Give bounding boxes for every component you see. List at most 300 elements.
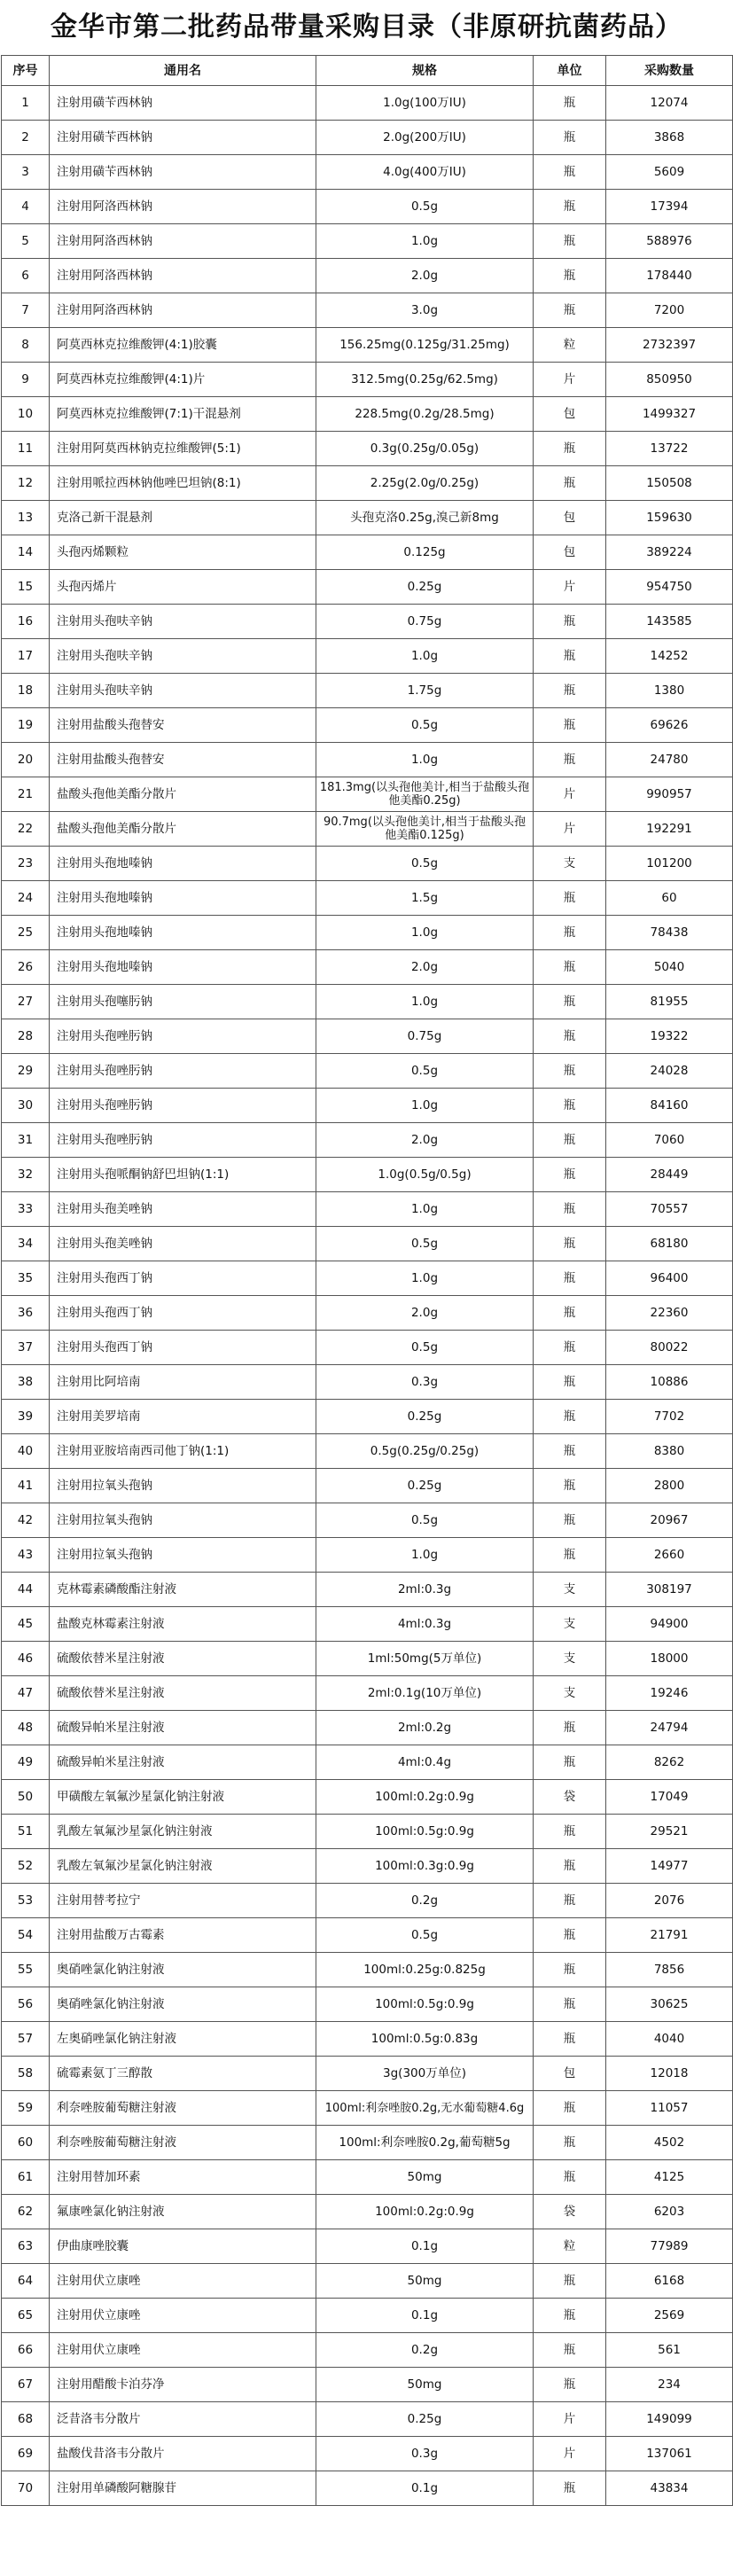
purchase-quantity: 19246	[606, 1676, 733, 1711]
generic-name: 注射用哌拉西林钠他唑巴坦钠(8:1)	[50, 466, 316, 501]
table-row	[2, 1918, 733, 1953]
unit: 瓶	[534, 1227, 606, 1261]
generic-name: 注射用头孢呋辛钠	[50, 639, 316, 674]
table-row	[2, 1123, 733, 1158]
row-index: 58	[2, 2057, 50, 2091]
specification: 50mg	[316, 2264, 534, 2299]
purchase-quantity: 990957	[606, 777, 733, 812]
unit: 片	[534, 812, 606, 847]
generic-name: 注射用头孢西丁钠	[50, 1331, 316, 1365]
unit: 袋	[534, 1780, 606, 1815]
unit: 瓶	[534, 2091, 606, 2126]
unit: 包	[534, 397, 606, 432]
purchase-quantity: 22360	[606, 1296, 733, 1331]
row-index: 69	[2, 2437, 50, 2471]
unit: 瓶	[534, 1054, 606, 1089]
row-index: 18	[2, 674, 50, 708]
table-row	[2, 1538, 733, 1573]
purchase-quantity: 24794	[606, 1711, 733, 1745]
unit: 瓶	[534, 950, 606, 985]
purchase-quantity: 6203	[606, 2195, 733, 2229]
purchase-quantity: 6168	[606, 2264, 733, 2299]
unit: 瓶	[534, 86, 606, 121]
unit: 瓶	[534, 916, 606, 950]
table-row	[2, 397, 733, 432]
purchase-quantity: 28449	[606, 1158, 733, 1192]
specification: 0.2g	[316, 1884, 534, 1918]
generic-name: 注射用头孢呋辛钠	[50, 605, 316, 639]
specification: 1ml:50mg(5万单位)	[316, 1642, 534, 1676]
specification: 90.7mg(以头孢他美计,相当于盐酸头孢他美酯0.125g)	[316, 812, 534, 847]
unit: 瓶	[534, 224, 606, 259]
table-row	[2, 466, 733, 501]
row-index: 63	[2, 2229, 50, 2264]
unit: 片	[534, 777, 606, 812]
unit: 支	[534, 1642, 606, 1676]
generic-name: 注射用美罗培南	[50, 1400, 316, 1434]
table-row	[2, 812, 733, 847]
row-index: 12	[2, 466, 50, 501]
specification: 0.5g	[316, 1054, 534, 1089]
table-row	[2, 847, 733, 881]
generic-name: 注射用比阿培南	[50, 1365, 316, 1400]
specification: 0.2g	[316, 2333, 534, 2368]
table-row	[2, 2437, 733, 2471]
row-index: 3	[2, 155, 50, 190]
specification: 0.5g	[316, 847, 534, 881]
specification: 1.0g	[316, 639, 534, 674]
table-row	[2, 328, 733, 363]
unit: 袋	[534, 2195, 606, 2229]
generic-name: 头孢丙烯片	[50, 570, 316, 605]
generic-name: 注射用盐酸万古霉素	[50, 1918, 316, 1953]
table-row	[2, 121, 733, 155]
generic-name: 注射用头孢美唑钠	[50, 1192, 316, 1227]
generic-name: 泛昔洛韦分散片	[50, 2402, 316, 2437]
row-index: 67	[2, 2368, 50, 2402]
specification: 100ml:利奈唑胺0.2g,葡萄糖5g	[316, 2126, 534, 2160]
purchase-quantity: 178440	[606, 259, 733, 293]
specification: 2ml:0.2g	[316, 1711, 534, 1745]
unit: 瓶	[534, 881, 606, 916]
row-index: 19	[2, 708, 50, 743]
row-index: 61	[2, 2160, 50, 2195]
generic-name: 硫酸依替米星注射液	[50, 1642, 316, 1676]
specification: 1.0g	[316, 1192, 534, 1227]
table-row	[2, 190, 733, 224]
purchase-quantity: 20967	[606, 1503, 733, 1538]
unit: 瓶	[534, 121, 606, 155]
generic-name: 盐酸克林霉素注射液	[50, 1607, 316, 1642]
purchase-quantity: 29521	[606, 1815, 733, 1849]
unit: 瓶	[534, 1331, 606, 1365]
purchase-quantity: 1499327	[606, 397, 733, 432]
row-index: 7	[2, 293, 50, 328]
row-index: 37	[2, 1331, 50, 1365]
generic-name: 阿莫西林克拉维酸钾(4:1)胶囊	[50, 328, 316, 363]
unit: 瓶	[534, 2471, 606, 2506]
generic-name: 氟康唑氯化钠注射液	[50, 2195, 316, 2229]
unit: 支	[534, 1607, 606, 1642]
table-row	[2, 224, 733, 259]
table-row	[2, 1365, 733, 1400]
generic-name: 注射用盐酸头孢替安	[50, 743, 316, 777]
generic-name: 注射用磺苄西林钠	[50, 121, 316, 155]
specification: 2.0g	[316, 1123, 534, 1158]
specification: 1.75g	[316, 674, 534, 708]
unit: 瓶	[534, 1538, 606, 1573]
table-row	[2, 2057, 733, 2091]
row-index: 6	[2, 259, 50, 293]
row-index: 52	[2, 1849, 50, 1884]
row-index: 5	[2, 224, 50, 259]
row-index: 8	[2, 328, 50, 363]
specification: 100ml:0.5g:0.9g	[316, 1815, 534, 1849]
table-row	[2, 1849, 733, 1884]
table-row	[2, 1331, 733, 1365]
unit: 瓶	[534, 190, 606, 224]
specification: 1.0g(0.5g/0.5g)	[316, 1158, 534, 1192]
generic-name: 注射用头孢地嗪钠	[50, 916, 316, 950]
row-index: 2	[2, 121, 50, 155]
purchase-quantity: 149099	[606, 2402, 733, 2437]
unit: 瓶	[534, 155, 606, 190]
generic-name: 注射用亚胺培南西司他丁钠(1:1)	[50, 1434, 316, 1469]
row-index: 25	[2, 916, 50, 950]
row-index: 45	[2, 1607, 50, 1642]
unit: 包	[534, 501, 606, 535]
generic-name: 注射用醋酸卡泊芬净	[50, 2368, 316, 2402]
purchase-quantity: 68180	[606, 1227, 733, 1261]
unit: 瓶	[534, 1400, 606, 1434]
table-row	[2, 1089, 733, 1123]
generic-name: 注射用头孢唑肟钠	[50, 1123, 316, 1158]
table-row	[2, 432, 733, 466]
specification: 4.0g(400万IU)	[316, 155, 534, 190]
unit: 片	[534, 2402, 606, 2437]
table-header-row	[2, 56, 733, 86]
generic-name: 注射用头孢西丁钠	[50, 1261, 316, 1296]
unit: 瓶	[534, 674, 606, 708]
unit: 瓶	[534, 1918, 606, 1953]
table-row	[2, 2160, 733, 2195]
table-row	[2, 2299, 733, 2333]
specification: 1.5g	[316, 881, 534, 916]
generic-name: 注射用头孢地嗪钠	[50, 881, 316, 916]
purchase-quantity: 7200	[606, 293, 733, 328]
specification: 181.3mg(以头孢他美计,相当于盐酸头孢他美酯0.25g)	[316, 777, 534, 812]
table-row	[2, 777, 733, 812]
specification: 2.0g	[316, 1296, 534, 1331]
generic-name: 利奈唑胺葡萄糖注射液	[50, 2091, 316, 2126]
specification: 3g(300万单位)	[316, 2057, 534, 2091]
row-index: 11	[2, 432, 50, 466]
generic-name: 注射用头孢西丁钠	[50, 1296, 316, 1331]
specification: 0.25g	[316, 570, 534, 605]
table-row	[2, 1158, 733, 1192]
unit: 瓶	[534, 1089, 606, 1123]
specification: 156.25mg(0.125g/31.25mg)	[316, 328, 534, 363]
unit: 粒	[534, 328, 606, 363]
specification: 0.3g	[316, 2437, 534, 2471]
unit: 片	[534, 2437, 606, 2471]
purchase-quantity: 13722	[606, 432, 733, 466]
purchase-quantity: 10886	[606, 1365, 733, 1400]
table-row	[2, 1400, 733, 1434]
specification: 3.0g	[316, 293, 534, 328]
unit: 瓶	[534, 1158, 606, 1192]
row-index: 24	[2, 881, 50, 916]
generic-name: 注射用头孢唑肟钠	[50, 1019, 316, 1054]
table-row	[2, 881, 733, 916]
generic-name: 硫霉素氨丁三醇散	[50, 2057, 316, 2091]
row-index: 53	[2, 1884, 50, 1918]
specification: 0.5g	[316, 1227, 534, 1261]
table-row	[2, 1296, 733, 1331]
purchase-quantity: 60	[606, 881, 733, 916]
specification: 1.0g	[316, 985, 534, 1019]
unit: 瓶	[534, 1711, 606, 1745]
unit: 瓶	[534, 743, 606, 777]
row-index: 50	[2, 1780, 50, 1815]
row-index: 34	[2, 1227, 50, 1261]
specification: 0.25g	[316, 1469, 534, 1503]
purchase-quantity: 81955	[606, 985, 733, 1019]
purchase-quantity: 101200	[606, 847, 733, 881]
unit: 瓶	[534, 293, 606, 328]
row-index: 29	[2, 1054, 50, 1089]
generic-name: 注射用拉氧头孢钠	[50, 1538, 316, 1573]
column-header-spec: 规格	[316, 56, 534, 86]
row-index: 4	[2, 190, 50, 224]
specification: 1.0g(100万IU)	[316, 86, 534, 121]
unit: 瓶	[534, 2264, 606, 2299]
table-row	[2, 1711, 733, 1745]
purchase-quantity: 7702	[606, 1400, 733, 1434]
specification: 1.0g	[316, 1089, 534, 1123]
unit: 片	[534, 363, 606, 397]
purchase-quantity: 11057	[606, 2091, 733, 2126]
table-body	[2, 86, 733, 2506]
specification: 2ml:0.1g(10万单位)	[316, 1676, 534, 1711]
row-index: 59	[2, 2091, 50, 2126]
purchase-quantity: 8380	[606, 1434, 733, 1469]
row-index: 16	[2, 605, 50, 639]
purchase-quantity: 850950	[606, 363, 733, 397]
unit: 瓶	[534, 1123, 606, 1158]
table-row	[2, 1607, 733, 1642]
row-index: 14	[2, 535, 50, 570]
purchase-quantity: 19322	[606, 1019, 733, 1054]
unit: 瓶	[534, 1884, 606, 1918]
generic-name: 注射用磺苄西林钠	[50, 155, 316, 190]
purchase-quantity: 21791	[606, 1918, 733, 1953]
table-row	[2, 1676, 733, 1711]
table-row	[2, 2126, 733, 2160]
row-index: 30	[2, 1089, 50, 1123]
table-row	[2, 2091, 733, 2126]
specification: 2ml:0.3g	[316, 1573, 534, 1607]
purchase-quantity: 389224	[606, 535, 733, 570]
generic-name: 盐酸头孢他美酯分散片	[50, 777, 316, 812]
procurement-table	[1, 55, 733, 2506]
generic-name: 注射用阿洛西林钠	[50, 224, 316, 259]
specification: 4ml:0.4g	[316, 1745, 534, 1780]
purchase-quantity: 78438	[606, 916, 733, 950]
column-header-unit: 单位	[534, 56, 606, 86]
row-index: 36	[2, 1296, 50, 1331]
row-index: 39	[2, 1400, 50, 1434]
specification: 312.5mg(0.25g/62.5mg)	[316, 363, 534, 397]
unit: 瓶	[534, 1745, 606, 1780]
unit: 瓶	[534, 2022, 606, 2057]
row-index: 54	[2, 1918, 50, 1953]
row-index: 40	[2, 1434, 50, 1469]
generic-name: 注射用替加环素	[50, 2160, 316, 2195]
specification: 0.75g	[316, 1019, 534, 1054]
purchase-quantity: 3868	[606, 121, 733, 155]
table-row	[2, 1261, 733, 1296]
generic-name: 注射用头孢美唑钠	[50, 1227, 316, 1261]
unit: 瓶	[534, 639, 606, 674]
table-row	[2, 1054, 733, 1089]
purchase-quantity: 96400	[606, 1261, 733, 1296]
purchase-quantity: 234	[606, 2368, 733, 2402]
unit: 瓶	[534, 1503, 606, 1538]
generic-name: 盐酸头孢他美酯分散片	[50, 812, 316, 847]
unit: 瓶	[534, 1019, 606, 1054]
row-index: 13	[2, 501, 50, 535]
unit: 瓶	[534, 1296, 606, 1331]
table-row	[2, 1884, 733, 1918]
unit: 支	[534, 847, 606, 881]
unit: 瓶	[534, 1261, 606, 1296]
specification: 0.1g	[316, 2471, 534, 2506]
table-row	[2, 1019, 733, 1054]
generic-name: 注射用阿洛西林钠	[50, 259, 316, 293]
purchase-quantity: 5040	[606, 950, 733, 985]
unit: 瓶	[534, 1434, 606, 1469]
table-row	[2, 743, 733, 777]
generic-name: 阿莫西林克拉维酸钾(7:1)干混悬剂	[50, 397, 316, 432]
unit: 瓶	[534, 466, 606, 501]
specification: 2.0g	[316, 950, 534, 985]
generic-name: 伊曲康唑胶囊	[50, 2229, 316, 2264]
generic-name: 注射用拉氧头孢钠	[50, 1503, 316, 1538]
table-row	[2, 985, 733, 1019]
column-header-index: 序号	[2, 56, 50, 86]
purchase-quantity: 43834	[606, 2471, 733, 2506]
purchase-quantity: 7060	[606, 1123, 733, 1158]
purchase-quantity: 1380	[606, 674, 733, 708]
table-row	[2, 2229, 733, 2264]
specification: 0.5g(0.25g/0.25g)	[316, 1434, 534, 1469]
row-index: 55	[2, 1953, 50, 1987]
table-row	[2, 1227, 733, 1261]
specification: 100ml:0.5g:0.9g	[316, 1987, 534, 2022]
specification: 2.25g(2.0g/0.25g)	[316, 466, 534, 501]
specification: 0.5g	[316, 708, 534, 743]
row-index: 20	[2, 743, 50, 777]
purchase-quantity: 308197	[606, 1573, 733, 1607]
unit: 瓶	[534, 432, 606, 466]
purchase-quantity: 24780	[606, 743, 733, 777]
unit: 瓶	[534, 708, 606, 743]
row-index: 27	[2, 985, 50, 1019]
generic-name: 注射用头孢唑肟钠	[50, 1054, 316, 1089]
table-row	[2, 1192, 733, 1227]
specification: 100ml:0.25g:0.825g	[316, 1953, 534, 1987]
specification: 0.5g	[316, 1331, 534, 1365]
specification: 1.0g	[316, 1538, 534, 1573]
unit: 包	[534, 535, 606, 570]
purchase-quantity: 150508	[606, 466, 733, 501]
table-row	[2, 2333, 733, 2368]
row-index: 60	[2, 2126, 50, 2160]
unit: 瓶	[534, 2160, 606, 2195]
specification: 0.25g	[316, 1400, 534, 1434]
unit: 瓶	[534, 1987, 606, 2022]
unit: 瓶	[534, 2126, 606, 2160]
generic-name: 注射用阿莫西林钠克拉维酸钾(5:1)	[50, 432, 316, 466]
unit: 瓶	[534, 1953, 606, 1987]
row-index: 42	[2, 1503, 50, 1538]
row-index: 33	[2, 1192, 50, 1227]
table-row	[2, 1780, 733, 1815]
row-index: 62	[2, 2195, 50, 2229]
purchase-quantity: 30625	[606, 1987, 733, 2022]
purchase-quantity: 4502	[606, 2126, 733, 2160]
table-row	[2, 1573, 733, 1607]
table-row	[2, 1745, 733, 1780]
row-index: 65	[2, 2299, 50, 2333]
generic-name: 注射用阿洛西林钠	[50, 293, 316, 328]
generic-name: 注射用头孢哌酮钠舒巴坦钠(1:1)	[50, 1158, 316, 1192]
row-index: 44	[2, 1573, 50, 1607]
specification: 0.5g	[316, 1918, 534, 1953]
specification: 1.0g	[316, 1261, 534, 1296]
unit: 粒	[534, 2229, 606, 2264]
specification: 2.0g(200万IU)	[316, 121, 534, 155]
generic-name: 左奥硝唑氯化钠注射液	[50, 2022, 316, 2057]
table-row	[2, 535, 733, 570]
specification: 1.0g	[316, 743, 534, 777]
generic-name: 乳酸左氧氟沙星氯化钠注射液	[50, 1815, 316, 1849]
row-index: 26	[2, 950, 50, 985]
generic-name: 注射用盐酸头孢替安	[50, 708, 316, 743]
specification: 0.3g	[316, 1365, 534, 1400]
generic-name: 注射用替考拉宁	[50, 1884, 316, 1918]
purchase-quantity: 94900	[606, 1607, 733, 1642]
generic-name: 注射用伏立康唑	[50, 2299, 316, 2333]
table-row	[2, 2402, 733, 2437]
generic-name: 注射用磺苄西林钠	[50, 86, 316, 121]
specification: 100ml:0.2g:0.9g	[316, 1780, 534, 1815]
table-row	[2, 605, 733, 639]
row-index: 22	[2, 812, 50, 847]
specification: 4ml:0.3g	[316, 1607, 534, 1642]
row-index: 32	[2, 1158, 50, 1192]
table-row	[2, 674, 733, 708]
row-index: 48	[2, 1711, 50, 1745]
table-row	[2, 2471, 733, 2506]
purchase-quantity: 4040	[606, 2022, 733, 2057]
unit: 瓶	[534, 1849, 606, 1884]
row-index: 43	[2, 1538, 50, 1573]
generic-name: 奥硝唑氯化钠注射液	[50, 1953, 316, 1987]
specification: 0.5g	[316, 1503, 534, 1538]
table-row	[2, 2368, 733, 2402]
